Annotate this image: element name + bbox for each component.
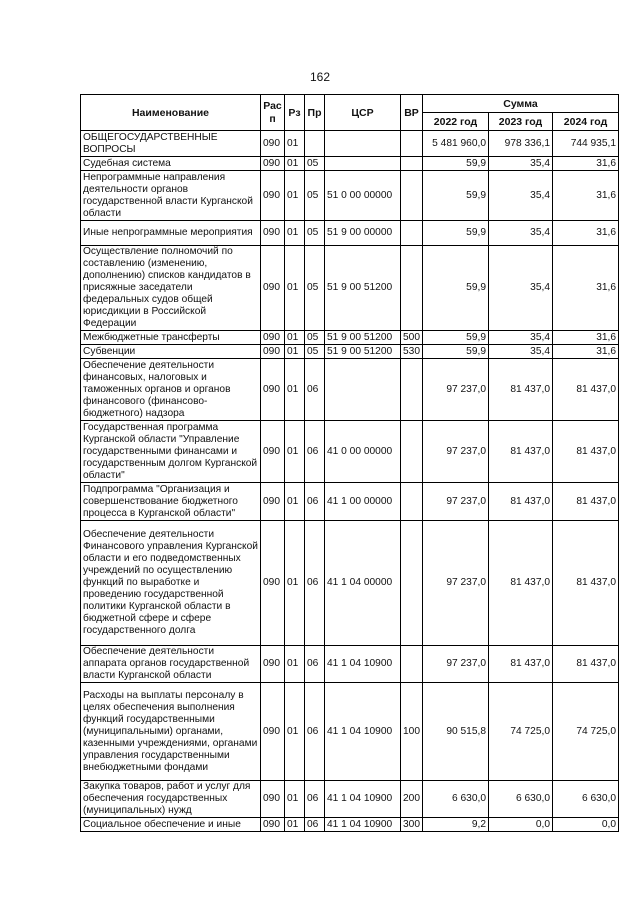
page-number: 162 — [309, 70, 331, 84]
cell-value-2023: 35,4 — [489, 345, 553, 359]
cell-value-2022: 59,9 — [423, 331, 489, 345]
header-rasp: Рас п — [261, 95, 285, 131]
table-body — [81, 131, 619, 832]
cell-value-2024: 31,6 — [553, 171, 619, 221]
cell-rz: 01 — [285, 171, 305, 221]
cell-rz: 01 — [285, 521, 305, 646]
cell-name: Межбюджетные трансферты — [81, 331, 261, 345]
cell-value-2022: 59,9 — [423, 221, 489, 246]
table-row — [81, 646, 619, 683]
header-2024: 2024 год — [553, 113, 619, 131]
cell-csr — [325, 359, 401, 421]
cell-rasp: 090 — [261, 359, 285, 421]
cell-vr — [401, 131, 423, 157]
cell-value-2024: 81 437,0 — [553, 359, 619, 421]
cell-value-2022: 97 237,0 — [423, 483, 489, 521]
table-row — [81, 781, 619, 818]
cell-value-2023: 35,4 — [489, 221, 553, 246]
table-row — [81, 246, 619, 331]
cell-value-2024: 81 437,0 — [553, 521, 619, 646]
cell-rz: 01 — [285, 646, 305, 683]
cell-rasp: 090 — [261, 331, 285, 345]
cell-rz: 01 — [285, 345, 305, 359]
cell-name: Социальное обеспечение и иные — [81, 818, 261, 832]
cell-value-2022: 97 237,0 — [423, 521, 489, 646]
cell-csr — [325, 157, 401, 171]
cell-value-2024: 31,6 — [553, 246, 619, 331]
table-row — [81, 818, 619, 832]
cell-rz: 01 — [285, 683, 305, 781]
cell-rasp: 090 — [261, 131, 285, 157]
cell-pr — [305, 131, 325, 157]
cell-csr: 41 1 04 00000 — [325, 521, 401, 646]
cell-value-2023: 74 725,0 — [489, 683, 553, 781]
cell-value-2023: 35,4 — [489, 246, 553, 331]
cell-value-2022: 59,9 — [423, 345, 489, 359]
table-row — [81, 483, 619, 521]
cell-rz: 01 — [285, 818, 305, 832]
cell-rasp: 090 — [261, 421, 285, 483]
cell-value-2024: 81 437,0 — [553, 421, 619, 483]
cell-value-2022: 97 237,0 — [423, 359, 489, 421]
cell-pr: 06 — [305, 818, 325, 832]
header-rz: Рз — [285, 95, 305, 131]
table-row — [81, 421, 619, 483]
cell-csr: 41 1 04 10900 — [325, 818, 401, 832]
cell-name: ОБЩЕГОСУДАРСТВЕННЫЕ ВОПРОСЫ — [81, 131, 261, 157]
cell-vr — [401, 646, 423, 683]
cell-value-2023: 35,4 — [489, 171, 553, 221]
cell-csr: 41 0 00 00000 — [325, 421, 401, 483]
cell-value-2023: 35,4 — [489, 331, 553, 345]
cell-value-2023: 6 630,0 — [489, 781, 553, 818]
cell-pr: 05 — [305, 246, 325, 331]
cell-csr: 41 1 00 00000 — [325, 483, 401, 521]
cell-value-2024: 31,6 — [553, 221, 619, 246]
header-vr: ВР — [401, 95, 423, 131]
cell-vr — [401, 521, 423, 646]
cell-value-2024: 81 437,0 — [553, 646, 619, 683]
table-row — [81, 359, 619, 421]
cell-value-2024: 31,6 — [553, 345, 619, 359]
cell-vr: 300 — [401, 818, 423, 832]
cell-csr: 41 1 04 10900 — [325, 646, 401, 683]
cell-value-2022: 97 237,0 — [423, 646, 489, 683]
cell-csr — [325, 131, 401, 157]
cell-value-2023: 81 437,0 — [489, 646, 553, 683]
cell-csr: 51 0 00 00000 — [325, 171, 401, 221]
cell-vr: 100 — [401, 683, 423, 781]
cell-pr: 05 — [305, 331, 325, 345]
cell-vr — [401, 157, 423, 171]
cell-value-2022: 59,9 — [423, 246, 489, 331]
cell-pr: 06 — [305, 521, 325, 646]
cell-pr: 06 — [305, 781, 325, 818]
cell-value-2022: 6 630,0 — [423, 781, 489, 818]
header-2023: 2023 год — [489, 113, 553, 131]
cell-value-2023: 0,0 — [489, 818, 553, 832]
table-row — [81, 171, 619, 221]
cell-csr: 41 1 04 10900 — [325, 683, 401, 781]
cell-pr: 06 — [305, 683, 325, 781]
cell-rz: 01 — [285, 421, 305, 483]
cell-value-2023: 81 437,0 — [489, 359, 553, 421]
cell-rz: 01 — [285, 483, 305, 521]
table-row — [81, 331, 619, 345]
cell-value-2023: 81 437,0 — [489, 483, 553, 521]
cell-rasp: 090 — [261, 221, 285, 246]
cell-csr: 51 9 00 51200 — [325, 345, 401, 359]
cell-value-2023: 978 336,1 — [489, 131, 553, 157]
cell-pr: 05 — [305, 157, 325, 171]
cell-name: Закупка товаров, работ и услуг для обеспечения государственных (муниципальных) нужд — [81, 781, 261, 818]
cell-rz: 01 — [285, 781, 305, 818]
cell-rz: 01 — [285, 359, 305, 421]
cell-pr: 05 — [305, 221, 325, 246]
cell-value-2024: 6 630,0 — [553, 781, 619, 818]
cell-csr: 41 1 04 10900 — [325, 781, 401, 818]
budget-table — [80, 94, 619, 832]
cell-rasp: 090 — [261, 521, 285, 646]
cell-value-2022: 59,9 — [423, 171, 489, 221]
cell-csr: 51 9 00 00000 — [325, 221, 401, 246]
table-row — [81, 345, 619, 359]
cell-rasp: 090 — [261, 818, 285, 832]
header-summa: Сумма — [423, 95, 619, 113]
cell-rasp: 090 — [261, 483, 285, 521]
table-row — [81, 683, 619, 781]
header-pr: Пр — [305, 95, 325, 131]
cell-csr: 51 9 00 51200 — [325, 331, 401, 345]
cell-pr: 06 — [305, 421, 325, 483]
table-row — [81, 221, 619, 246]
cell-name: Обеспечение деятельности аппарата органов государственной власти Курганской области — [81, 646, 261, 683]
table-row — [81, 131, 619, 157]
cell-pr: 06 — [305, 646, 325, 683]
cell-rz: 01 — [285, 331, 305, 345]
cell-rasp: 090 — [261, 781, 285, 818]
cell-name: Непрограммные направления деятельности органов государственной власти Курганской области — [81, 171, 261, 221]
header-name: Наименование — [81, 95, 261, 131]
cell-name: Государственная программа Курганской области "Управление государственными финансами и государственным долгом Курганской области" — [81, 421, 261, 483]
cell-rasp: 090 — [261, 345, 285, 359]
cell-rasp: 090 — [261, 171, 285, 221]
cell-name: Субвенции — [81, 345, 261, 359]
header-2022: 2022 год — [423, 113, 489, 131]
table-row — [81, 157, 619, 171]
cell-vr — [401, 359, 423, 421]
cell-rz: 01 — [285, 157, 305, 171]
cell-value-2023: 81 437,0 — [489, 421, 553, 483]
header-csr: ЦСР — [325, 95, 401, 131]
cell-value-2024: 744 935,1 — [553, 131, 619, 157]
table-row — [81, 521, 619, 646]
cell-rasp: 090 — [261, 157, 285, 171]
cell-value-2024: 31,6 — [553, 331, 619, 345]
cell-name: Судебная система — [81, 157, 261, 171]
cell-vr — [401, 246, 423, 331]
cell-name: Обеспечение деятельности финансовых, налоговых и таможенных органов и органов финансового (финансово-бюджетного) надзора — [81, 359, 261, 421]
cell-value-2022: 90 515,8 — [423, 683, 489, 781]
cell-pr: 06 — [305, 359, 325, 421]
cell-pr: 05 — [305, 345, 325, 359]
cell-value-2024: 74 725,0 — [553, 683, 619, 781]
cell-name: Обеспечение деятельности Финансового управления Курганской области и его подведомственных учреждений по осуществлению функций по выработке и проведению государственной политики Курганской области в бюджетной сфере и сфере государственного долга — [81, 521, 261, 646]
cell-value-2022: 59,9 — [423, 157, 489, 171]
cell-name: Расходы на выплаты персоналу в целях обеспечения выполнения функций государственными (муниципальными) органами, казенными учреждениями, органами управления государственными внебюджетными фондами — [81, 683, 261, 781]
cell-csr: 51 9 00 51200 — [325, 246, 401, 331]
cell-value-2024: 81 437,0 — [553, 483, 619, 521]
cell-name: Подпрограмма "Организация и совершенствование бюджетного процесса в Курганской области" — [81, 483, 261, 521]
cell-value-2022: 5 481 960,0 — [423, 131, 489, 157]
cell-vr — [401, 221, 423, 246]
table-header — [81, 95, 619, 131]
cell-rz: 01 — [285, 221, 305, 246]
cell-rasp: 090 — [261, 646, 285, 683]
cell-pr: 06 — [305, 483, 325, 521]
cell-value-2024: 0,0 — [553, 818, 619, 832]
cell-value-2022: 9,2 — [423, 818, 489, 832]
cell-vr — [401, 171, 423, 221]
cell-vr: 500 — [401, 331, 423, 345]
cell-value-2024: 31,6 — [553, 157, 619, 171]
cell-vr: 200 — [401, 781, 423, 818]
cell-value-2023: 35,4 — [489, 157, 553, 171]
cell-name: Иные непрограммные мероприятия — [81, 221, 261, 246]
cell-vr: 530 — [401, 345, 423, 359]
cell-rasp: 090 — [261, 246, 285, 331]
cell-vr — [401, 421, 423, 483]
cell-pr: 05 — [305, 171, 325, 221]
cell-value-2023: 81 437,0 — [489, 521, 553, 646]
cell-rasp: 090 — [261, 683, 285, 781]
cell-value-2022: 97 237,0 — [423, 421, 489, 483]
cell-vr — [401, 483, 423, 521]
cell-rz: 01 — [285, 131, 305, 157]
cell-name: Осуществление полномочий по составлению (изменению, дополнению) списков кандидатов в присяжные заседатели федеральных судов общей юрисдикции в Российской Федерации — [81, 246, 261, 331]
cell-rz: 01 — [285, 246, 305, 331]
